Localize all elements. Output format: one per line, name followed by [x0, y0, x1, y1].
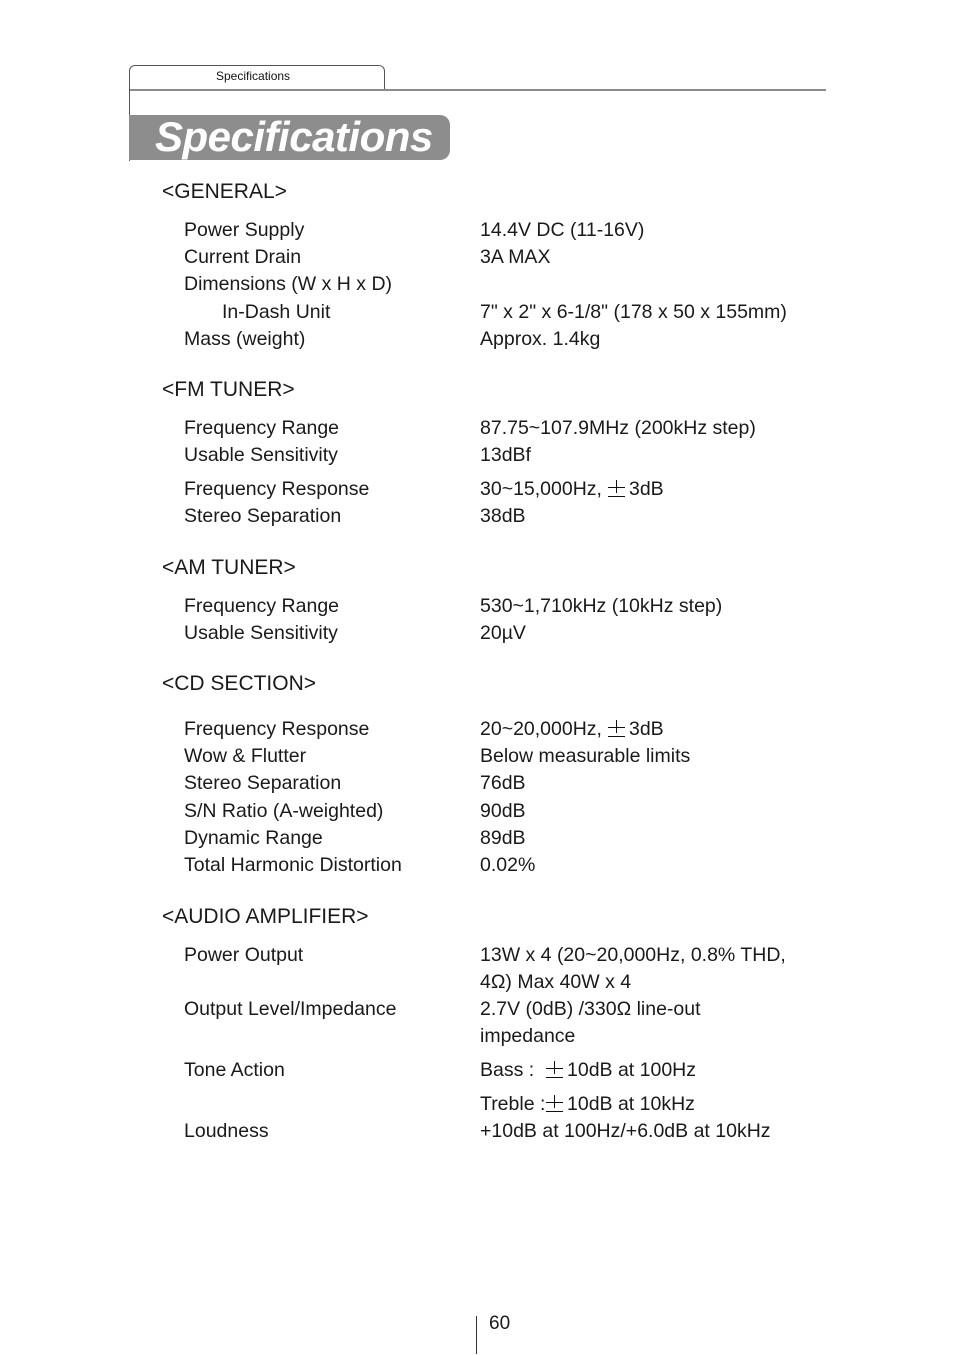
spec-value [480, 1093, 695, 1116]
spec-label: Total Harmonic Distortion [184, 854, 402, 876]
value-text: 30~15,000Hz, [480, 478, 602, 500]
spec-row [184, 800, 834, 827]
spec-label: Mass (weight) [184, 328, 306, 350]
spec-row [184, 944, 834, 971]
spec-label: Dynamic Range [184, 827, 323, 849]
page-number-divider [476, 1316, 477, 1354]
spec-row [184, 745, 834, 772]
spec-row [184, 219, 834, 246]
spec-row [184, 246, 834, 273]
spec-row [184, 301, 834, 328]
header-tab-label: Specifications [216, 69, 291, 83]
tone-bass-label: Bass : [480, 1059, 535, 1081]
section-heading-cd-section: <CD SECTION> [162, 672, 317, 695]
spec-row [184, 718, 834, 745]
value-text: 20~20,000Hz, [480, 718, 602, 740]
spec-label: Stereo Separation [184, 772, 342, 794]
spec-value: 89dB [480, 827, 526, 849]
spec-value [480, 1059, 696, 1082]
spec-value: 0.02% [480, 854, 536, 876]
spec-row [184, 827, 834, 854]
spec-label: Dimensions (W x H x D) [184, 273, 393, 295]
spec-row [184, 273, 834, 300]
plus-minus-icon [608, 479, 625, 497]
spec-label: In-Dash Unit [222, 301, 331, 323]
section-heading-audio-amplifier: <AUDIO AMPLIFIER> [162, 905, 369, 928]
spec-row [184, 998, 834, 1025]
value-text: 3dB [628, 478, 664, 500]
value-text: 3dB [628, 718, 664, 740]
value-text: 10dB at 100Hz [567, 1059, 697, 1081]
spec-row [184, 595, 834, 622]
spec-value: 20µV [480, 622, 526, 644]
spec-label: Usable Sensitivity [184, 444, 338, 466]
spec-value: 4Ω) Max 40W x 4 [480, 971, 632, 993]
section-heading-am-tuner: <AM TUNER> [162, 556, 296, 579]
spec-value: impedance [480, 1025, 576, 1047]
spec-label: Usable Sensitivity [184, 622, 338, 644]
section-heading-fm-tuner: <FM TUNER> [162, 378, 295, 401]
spec-row [184, 622, 834, 649]
header-rule [129, 89, 826, 91]
spec-label: Frequency Range [184, 417, 340, 439]
spec-row-continued [184, 1093, 834, 1120]
spec-row [184, 505, 834, 532]
spec-value: 13dBf [480, 444, 531, 466]
tone-treble-label: Treble : [480, 1093, 546, 1115]
plus-minus-icon [546, 1094, 563, 1112]
page-title: Specifications [155, 113, 433, 160]
spec-value: 2.7V (0dB) /330Ω line-out [480, 998, 701, 1020]
spec-value: 530~1,710kHz (10kHz step) [480, 595, 723, 617]
spec-value: 90dB [480, 800, 526, 822]
header-tab [129, 65, 385, 89]
spec-row [184, 444, 834, 471]
value-text: 10dB at 10kHz [567, 1093, 695, 1115]
spec-row-continued [184, 1025, 834, 1052]
spec-row [184, 328, 834, 355]
spec-label: Stereo Separation [184, 505, 342, 527]
spec-label: Power Supply [184, 219, 305, 241]
spec-row [184, 417, 834, 444]
spec-value: +10dB at 100Hz/+6.0dB at 10kHz [480, 1120, 771, 1142]
spec-label: Tone Action [184, 1059, 285, 1081]
spec-value: 13W x 4 (20~20,000Hz, 0.8% THD, [480, 944, 786, 966]
spec-value: Approx. 1.4kg [480, 328, 601, 350]
spec-label: Current Drain [184, 246, 302, 268]
spec-value: 7" x 2" x 6-1/8" (178 x 50 x 155mm) [480, 301, 787, 323]
spec-value: 87.75~107.9MHz (200kHz step) [480, 417, 756, 439]
spec-label: Power Output [184, 944, 304, 966]
spec-row [184, 772, 834, 799]
spec-label: Frequency Range [184, 595, 340, 617]
spec-value [480, 718, 664, 741]
spec-label: S/N Ratio (A-weighted) [184, 800, 384, 822]
spec-label: Frequency Response [184, 718, 370, 740]
title-banner [129, 115, 450, 160]
spec-label: Output Level/Impedance [184, 998, 397, 1020]
spec-value: 3A MAX [480, 246, 551, 268]
spec-row [184, 1120, 834, 1147]
spec-value: 14.4V DC (11-16V) [480, 219, 645, 241]
spec-value [480, 478, 664, 501]
spec-row [184, 1059, 834, 1086]
spec-row [184, 854, 834, 881]
page-number: 60 [489, 1313, 511, 1334]
spec-row-continued [184, 971, 834, 998]
spec-value: Below measurable limits [480, 745, 691, 767]
spec-label: Frequency Response [184, 478, 370, 500]
spec-value: 38dB [480, 505, 526, 527]
spec-value: 76dB [480, 772, 526, 794]
plus-minus-icon [608, 719, 625, 737]
spec-label: Loudness [184, 1120, 269, 1142]
spec-row [184, 478, 834, 505]
plus-minus-icon [546, 1060, 563, 1078]
section-heading-general: <GENERAL> [162, 180, 287, 203]
spec-label: Wow & Flutter [184, 745, 307, 767]
